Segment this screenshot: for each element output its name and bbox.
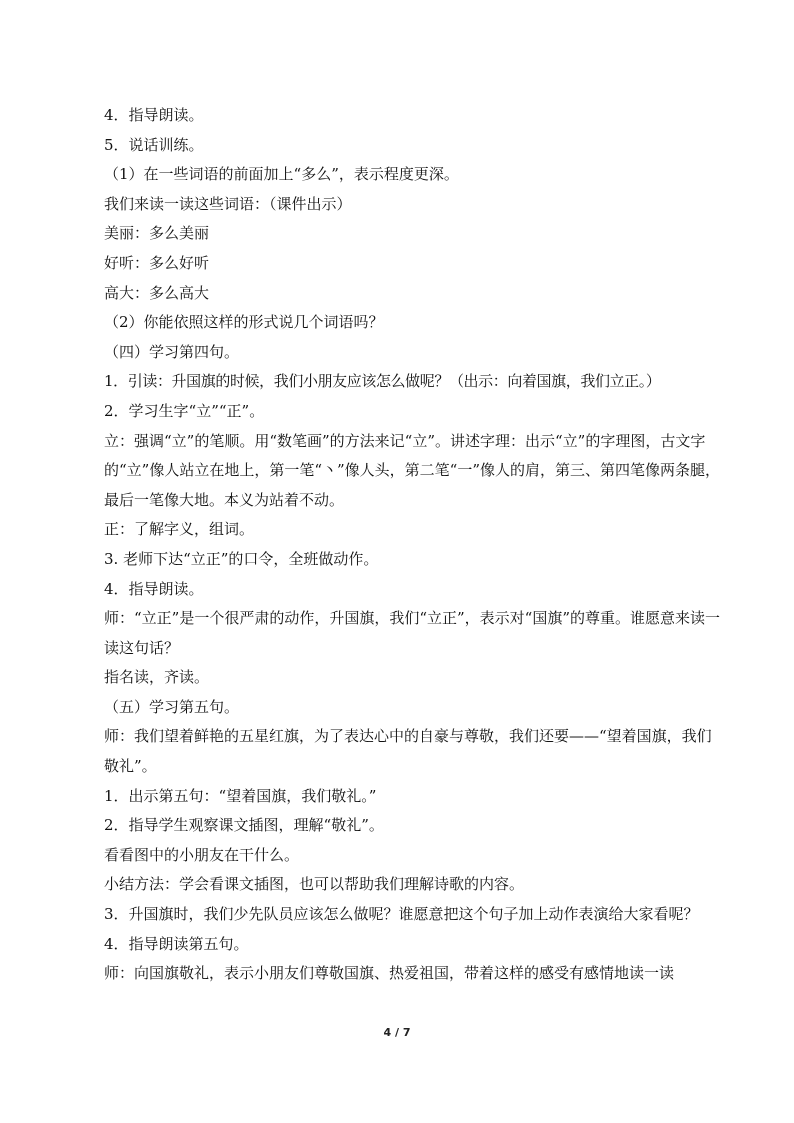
- paragraph: 4．指导朗读第五句。: [104, 934, 249, 953]
- paragraph: 师：向国旗敬礼，表示小朋友们尊敬国旗、热爱祖国，带着这样的感受有感情地读一读: [104, 964, 675, 983]
- paragraph: 4．指导朗读。: [104, 579, 204, 598]
- paragraph: 指名读，齐读。: [104, 668, 210, 687]
- paragraph: （2）你能依照这样的形式说几个词语吗？: [104, 313, 384, 332]
- paragraph: 好听：多么好听: [104, 253, 210, 272]
- paragraph: 2．指导学生观察课文插图，理解“敬礼”。: [104, 816, 384, 835]
- paragraph: 看看图中的小朋友在干什么。: [104, 845, 300, 864]
- paragraph: 美丽：多么美丽: [104, 224, 210, 243]
- section-heading: （五）学习第五句。: [104, 697, 240, 716]
- paragraph: （1）在一些词语的前面加上“多么”，表示程度更深。: [104, 165, 459, 184]
- paragraph: 立：强调“立”的笔顺。用“数笔画”的方法来记“立”。讲述字理：出示“立”的字理图，古文字的“立”像人站立在地上，第一笔“丶”像人头，第二笔“一”像人的肩，第三、第四笔像两条腿，最后一笔像大地。本义为站着不动。: [104, 431, 721, 509]
- paragraph: 2．学习生字“立”“正”。: [104, 401, 265, 420]
- section-heading: （四）学习第四句。: [104, 342, 240, 361]
- paragraph: 1．出示第五句：“望着国旗，我们敬礼。”: [104, 786, 377, 805]
- paragraph: 4．指导朗读。: [104, 106, 204, 124]
- paragraph: 3. 老师下达“立正”的口令，全班做动作。: [104, 549, 379, 568]
- paragraph: 我们来读一读这些词语：（课件出示）: [104, 194, 352, 213]
- document-body: [104, 101, 724, 989]
- paragraph: 正：了解字义，组词。: [104, 520, 255, 539]
- paragraph: 3．升国旗时，我们少先队员应该怎么做呢？谁愿意把这个句子加上动作表演给大家看呢？: [104, 905, 699, 924]
- paragraph: 师：我们望着鲜艳的五星红旗，为了表达心中的自豪与尊敬，我们还要——“望着国旗，我们敬礼”。: [104, 727, 712, 776]
- paragraph: 师：“立正”是一个很严肃的动作，升国旗，我们“立正”，表示对“国旗”的尊重。谁愿意来读一读这句话？: [104, 609, 721, 657]
- paragraph: 小结方法：学会看课文插图，也可以帮助我们理解诗歌的内容。: [104, 875, 525, 894]
- paragraph: 1．引读：升国旗的时候，我们小朋友应该怎么做呢？（出示：向着国旗，我们立正。）: [104, 372, 661, 391]
- page-number: 4 / 7: [383, 1026, 411, 1039]
- paragraph: 5．说话训练。: [104, 135, 204, 154]
- paragraph: 高大：多么高大: [104, 283, 210, 302]
